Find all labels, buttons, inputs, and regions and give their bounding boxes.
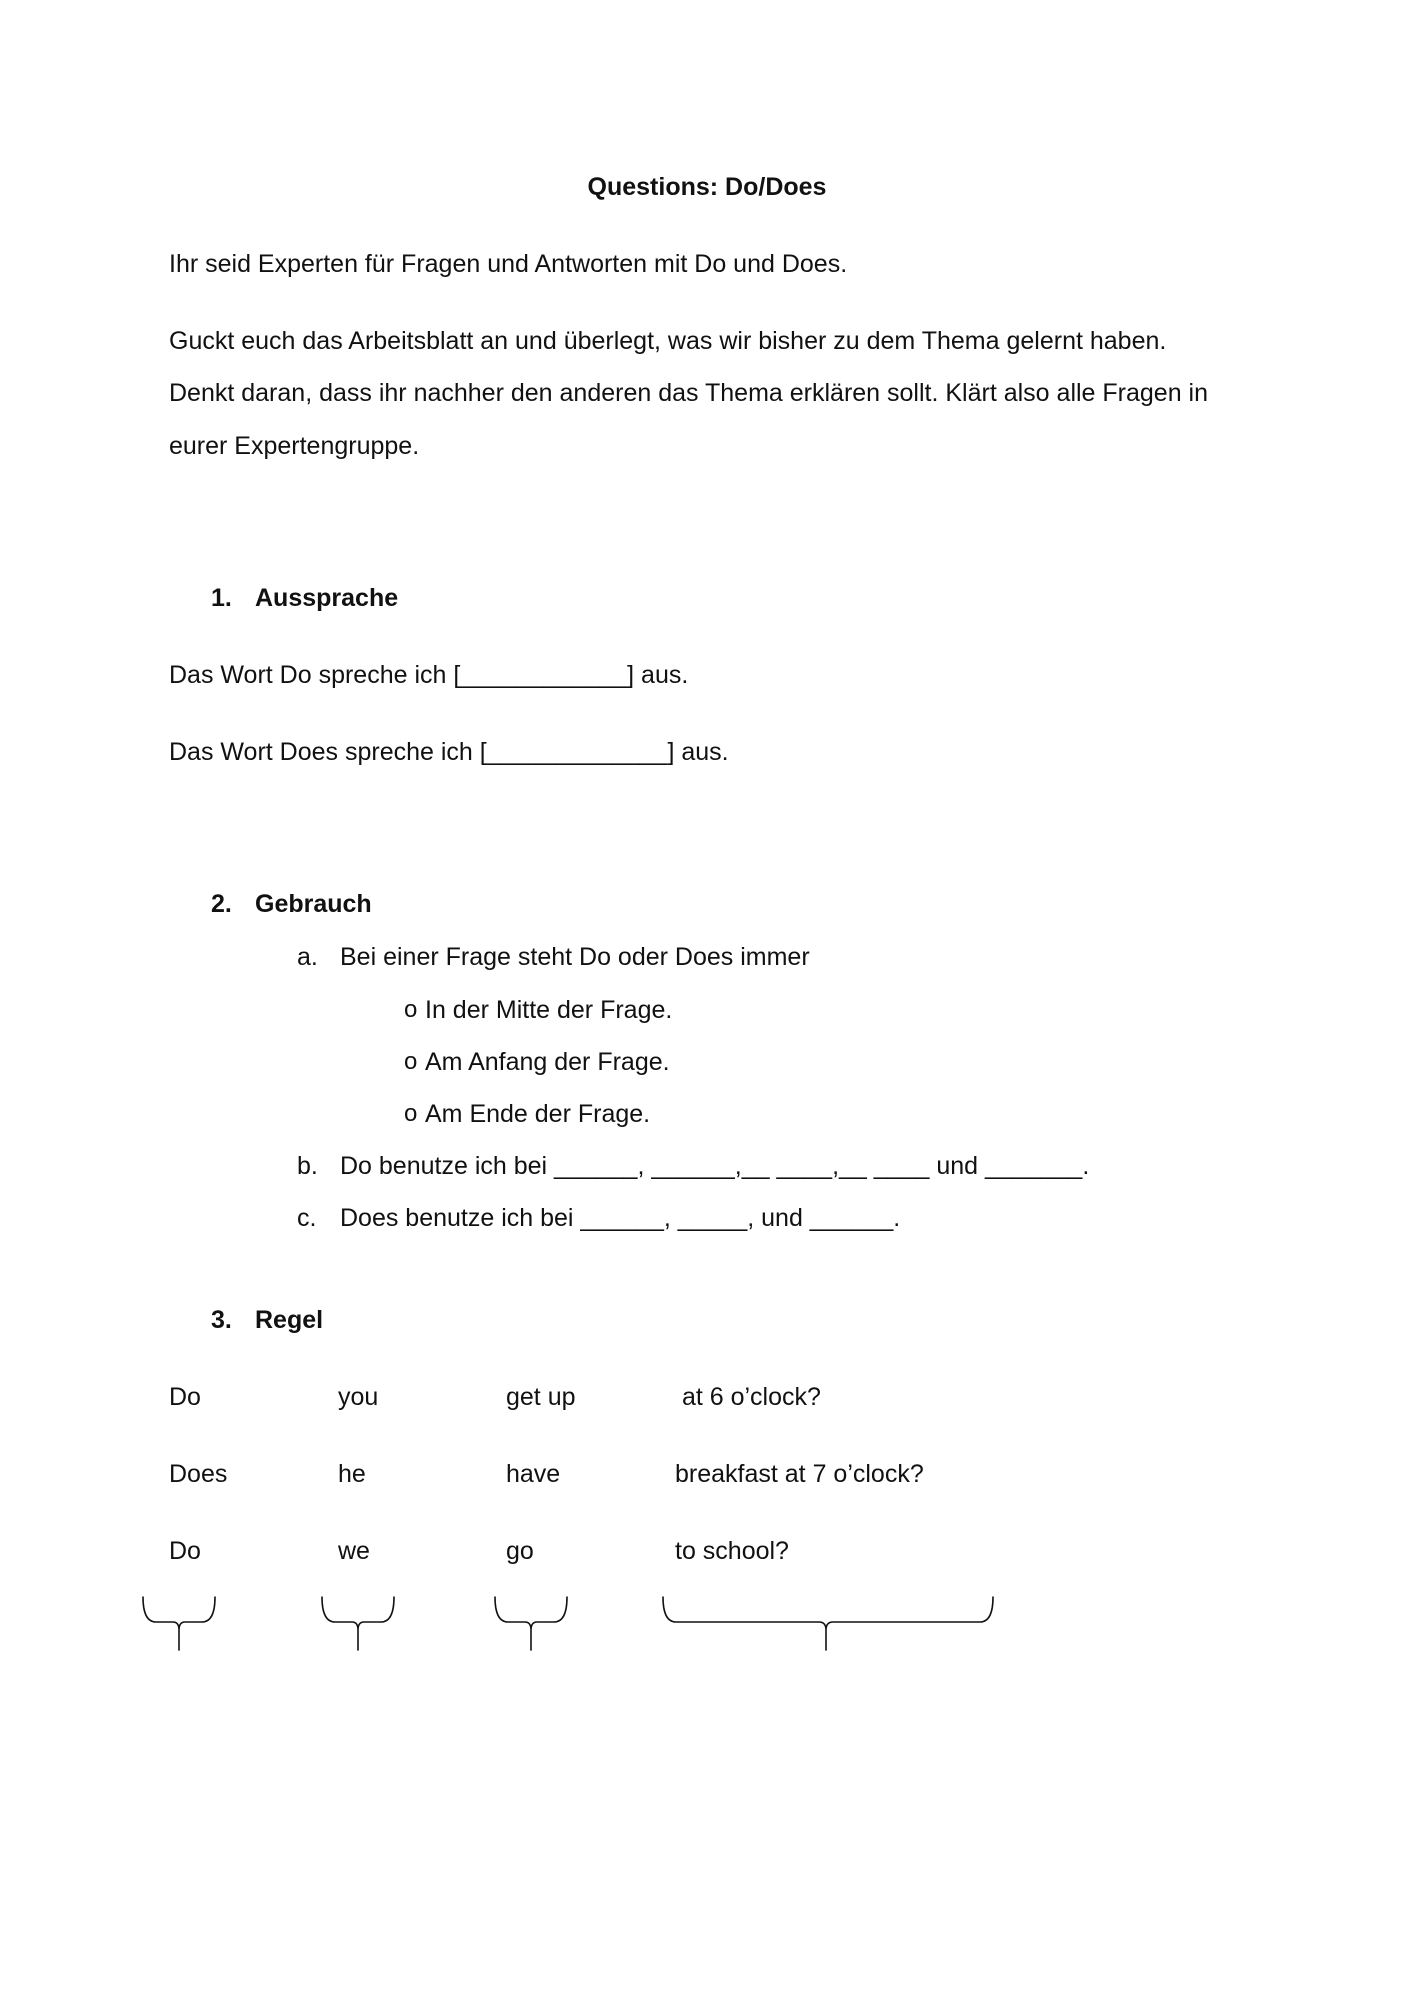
intro-line-1: Ihr seid Experten für Fragen und Antworten mit Do und Does.: [169, 250, 848, 278]
brace-rest-column: [663, 1597, 993, 1650]
item-b-text: Do benutze ich bei ______, ______,__ ____,__ ____ und _______.: [340, 1152, 1090, 1180]
item-b-letter: b.: [297, 1152, 318, 1180]
rule-row-2-rest: breakfast at 7 o’clock?: [675, 1460, 924, 1488]
intro-paragraph-line-2: Denkt daran, dass ihr nachher den anderen das Thema erklären sollt. Klärt also alle Fragen in: [169, 379, 1209, 407]
section-3-number: 3.: [211, 1306, 232, 1334]
pronunciation-do-line: Das Wort Do spreche ich [____________] aus.: [169, 661, 689, 689]
page-title: Questions: Do/Does: [587, 173, 827, 201]
pronunciation-does-line: Das Wort Does spreche ich [_____________] aus.: [169, 738, 729, 766]
section-2-heading: Gebrauch: [255, 890, 372, 918]
item-c-text: Does benutze ich bei ______, _____, und ______.: [340, 1204, 901, 1232]
rule-row-2-aux: Does: [169, 1460, 228, 1488]
intro-paragraph-line-3: eurer Expertengruppe.: [169, 432, 420, 460]
brace-verb-column: [495, 1597, 567, 1650]
rule-row-3-verb: go: [506, 1537, 534, 1565]
rule-row-3-subject: we: [338, 1537, 370, 1565]
rule-row-2-subject: he: [338, 1460, 366, 1488]
rule-row-3-rest: to school?: [675, 1537, 789, 1565]
option-3-circle: o: [404, 1100, 418, 1127]
item-a-text: Bei einer Frage steht Do oder Does immer: [340, 943, 810, 971]
rule-row-3-aux: Do: [169, 1537, 201, 1565]
rule-row-1-rest: at 6 o’clock?: [675, 1383, 821, 1411]
brace-aux-column: [143, 1597, 215, 1650]
rule-row-1-verb: get up: [506, 1383, 576, 1411]
item-a-letter: a.: [297, 943, 318, 971]
rule-row-2-verb: have: [506, 1460, 561, 1488]
rule-row-1-aux: Do: [169, 1383, 201, 1411]
option-2-text: Am Anfang der Frage.: [425, 1048, 670, 1076]
option-3-text: Am Ende der Frage.: [425, 1100, 651, 1128]
option-2-circle: o: [404, 1048, 418, 1075]
option-1-circle: o: [404, 996, 418, 1023]
rule-row-1-subject: you: [338, 1383, 379, 1411]
section-1-number: 1.: [211, 584, 232, 612]
item-c-letter: c.: [297, 1204, 317, 1232]
section-2-number: 2.: [211, 890, 232, 918]
brace-subject-column: [322, 1597, 394, 1650]
intro-paragraph-line-1: Guckt euch das Arbeitsblatt an und überlegt, was wir bisher zu dem Thema gelernt haben.: [169, 327, 1167, 355]
option-1-text: In der Mitte der Frage.: [425, 996, 673, 1024]
section-3-heading: Regel: [255, 1306, 324, 1334]
section-1-heading: Aussprache: [255, 584, 399, 612]
